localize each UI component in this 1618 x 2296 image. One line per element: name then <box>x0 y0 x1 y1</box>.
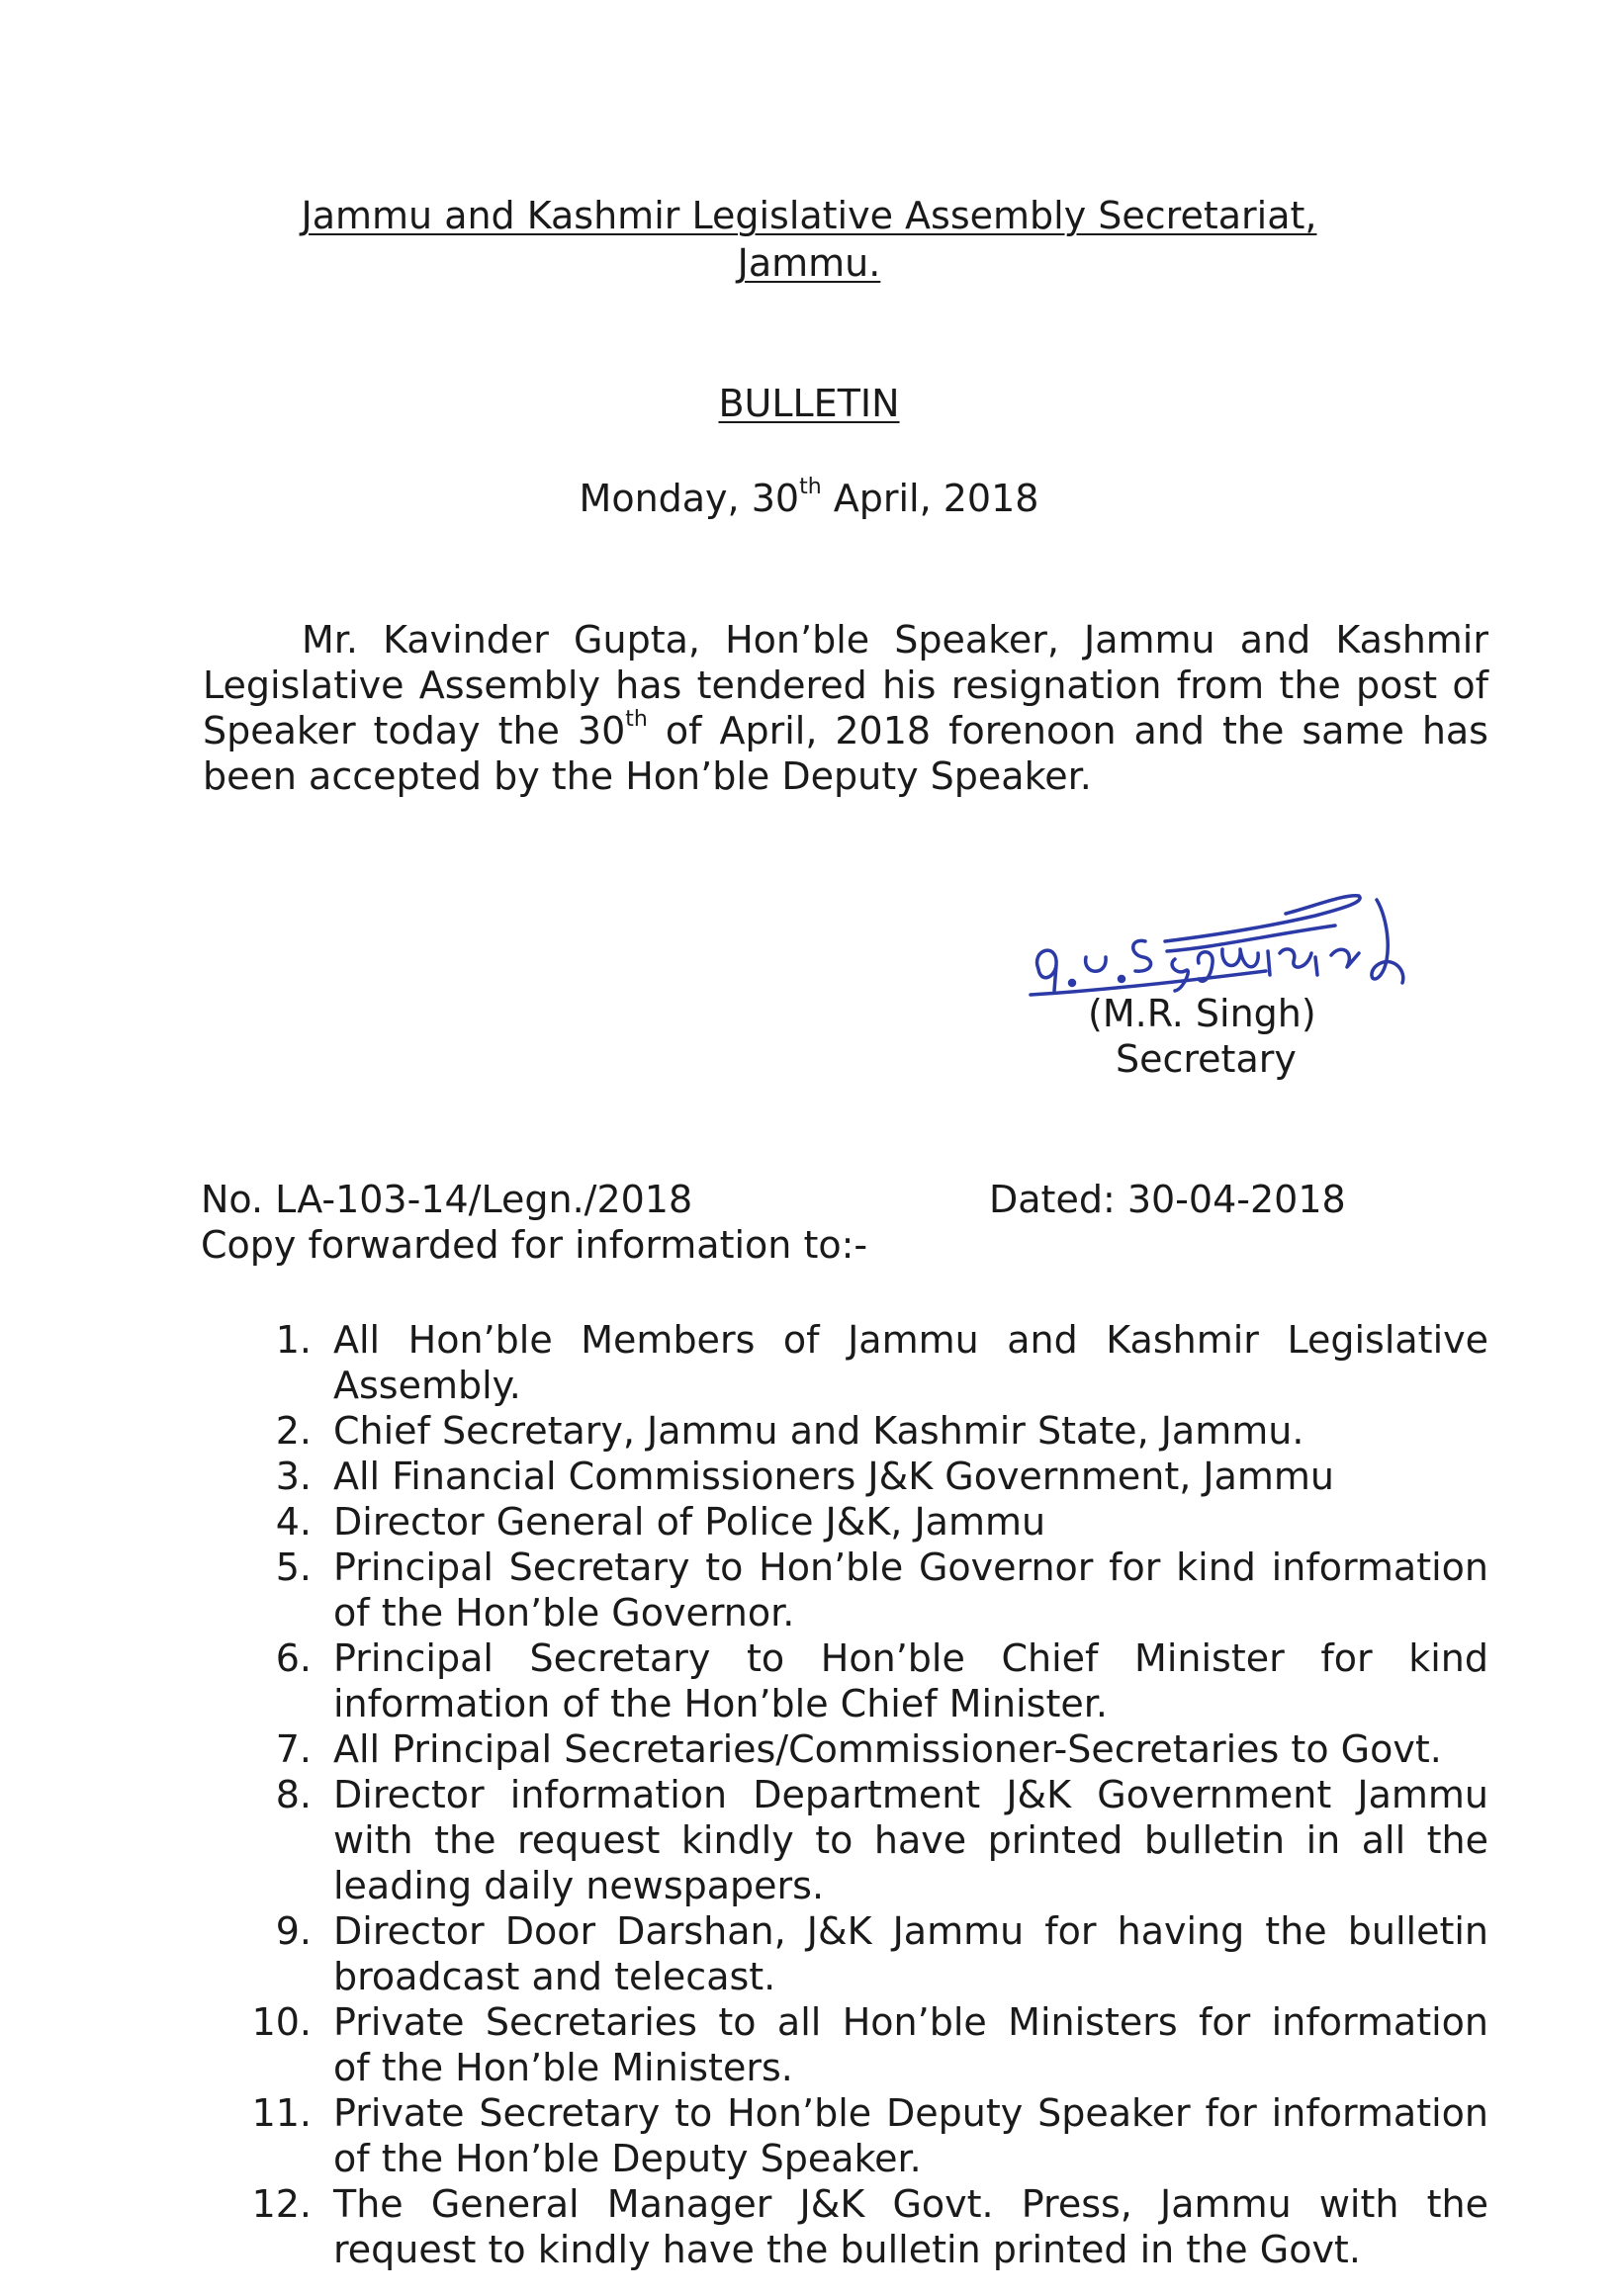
org-heading-line2: Jammu. <box>737 241 881 285</box>
distribution-item-number: 5. <box>275 1545 312 1589</box>
resignation-paragraph <box>203 617 1488 799</box>
distribution-item-text <box>333 1999 1488 2090</box>
distribution-item-line: Chief Secretary, Jammu and Kashmir State, Jammu. <box>333 1409 1304 1453</box>
distribution-item <box>242 2181 1488 2272</box>
distribution-item-line: Director Door Darshan, J&K Jammu for having the bulletin <box>333 1909 1488 1953</box>
distribution-list <box>242 1317 1488 2272</box>
distribution-item-line: request to kindly have the bulletin printed in the Govt. <box>333 2228 1361 2271</box>
distribution-item-text <box>333 1545 1488 1635</box>
distribution-item-line: The General Manager J&K Govt. Press, Jammu with the <box>333 2182 1488 2226</box>
body-line-1: Mr. Kavinder Gupta, Hon’ble Speaker, Jammu and Kashmir <box>302 618 1488 662</box>
copy-forwarded-line: Copy forwarded for information to:- <box>201 1223 868 1267</box>
distribution-item-number: 8. <box>275 1773 312 1816</box>
distribution-item-line: Principal Secretary to Hon’ble Governor for kind information <box>333 1545 1488 1589</box>
distribution-item-text <box>333 1317 1488 1408</box>
distribution-item-text <box>333 1726 1488 1772</box>
distribution-item-line: leading daily newspapers. <box>333 1864 825 1907</box>
body-line-3: Speaker today the 30th of April, 2018 forenoon and the same has <box>203 707 1488 752</box>
distribution-item-line: of the Hon’ble Ministers. <box>333 2046 793 2089</box>
distribution-item-number: 1. <box>275 1318 312 1362</box>
distribution-item-line: All Principal Secretaries/Commissioner-Secretaries to Govt. <box>333 1727 1442 1771</box>
distribution-item-text <box>333 1499 1488 1545</box>
distribution-item <box>242 1635 1488 1726</box>
distribution-item-line: of the Hon’ble Governor. <box>333 1591 795 1634</box>
distribution-item-line: Principal Secretary to Hon’ble Chief Minister for kind <box>333 1636 1488 1680</box>
reference-number: No. LA-103-14/Legn./2018 <box>201 1178 693 1221</box>
distribution-item-line: with the request kindly to have printed bulletin in all the <box>333 1818 1488 1862</box>
distribution-item-text <box>333 2181 1488 2272</box>
distribution-item <box>242 2090 1488 2181</box>
distribution-item-text <box>333 1635 1488 1726</box>
distribution-item-line: Private Secretaries to all Hon’ble Ministers for information <box>333 2000 1488 2044</box>
distribution-item <box>242 1408 1488 1454</box>
distribution-item <box>242 1454 1488 1499</box>
distribution-item-line: information of the Hon’ble Chief Minister. <box>333 1682 1108 1725</box>
signatory-title: Secretary <box>1116 1037 1297 1081</box>
signatory-name: (M.R. Singh) <box>1088 992 1316 1035</box>
distribution-item-number: 4. <box>275 1500 312 1544</box>
distribution-item-text <box>333 1772 1488 1908</box>
document-type-heading: BULLETIN <box>718 382 900 425</box>
distribution-item-number: 3. <box>275 1455 312 1498</box>
distribution-item <box>242 1999 1488 2090</box>
distribution-item-number: 6. <box>275 1636 312 1680</box>
distribution-item-line: of the Hon’ble Deputy Speaker. <box>333 2137 922 2180</box>
distribution-item-text <box>333 1908 1488 1999</box>
distribution-item <box>242 1545 1488 1635</box>
bulletin-date: Monday, 30th April, 2018 <box>579 475 1039 520</box>
distribution-item-line: All Financial Commissioners J&K Government, Jammu <box>333 1455 1334 1498</box>
distribution-item-text <box>333 2090 1488 2181</box>
body-line-2: Legislative Assembly has tendered his resignation from the post of <box>203 663 1488 707</box>
distribution-item-line: Private Secretary to Hon’ble Deputy Speaker for information <box>333 2091 1488 2135</box>
distribution-item-text <box>333 1454 1488 1499</box>
distribution-item <box>242 1726 1488 1772</box>
distribution-item-text <box>333 1408 1488 1454</box>
distribution-item-number: 9. <box>275 1909 312 1953</box>
distribution-item-number: 7. <box>275 1727 312 1771</box>
distribution-item <box>242 1908 1488 1999</box>
distribution-item-line: Assembly. <box>333 1364 521 1407</box>
distribution-item <box>242 1317 1488 1408</box>
body-line-4: been accepted by the Hon’ble Deputy Speaker. <box>203 754 1092 798</box>
reference-date: Dated: 30-04-2018 <box>989 1178 1346 1221</box>
distribution-item-number: 12. <box>251 2182 312 2226</box>
distribution-item-line: Director information Department J&K Government Jammu <box>333 1773 1488 1816</box>
distribution-item-line: All Hon’ble Members of Jammu and Kashmir Legislative <box>333 1318 1488 1362</box>
distribution-item-line: broadcast and telecast. <box>333 1955 776 1998</box>
distribution-item <box>242 1499 1488 1545</box>
org-heading-line1: Jammu and Kashmir Legislative Assembly Secretariat, <box>301 194 1317 237</box>
distribution-item <box>242 1772 1488 1908</box>
distribution-item-line: Director General of Police J&K, Jammu <box>333 1500 1046 1544</box>
distribution-item-number: 10. <box>251 2000 312 2044</box>
distribution-item-number: 11. <box>251 2091 312 2135</box>
distribution-item-number: 2. <box>275 1409 312 1453</box>
